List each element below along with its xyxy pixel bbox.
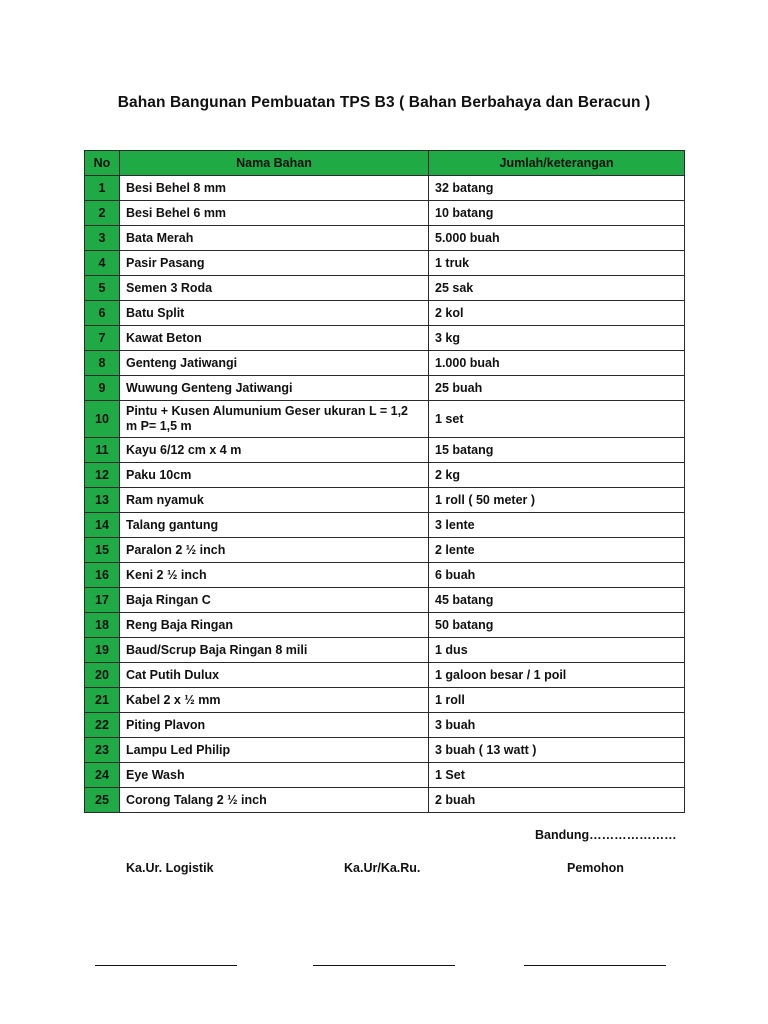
material-name: Semen 3 Roda <box>120 276 429 301</box>
row-number: 3 <box>85 226 120 251</box>
table-row <box>85 788 685 813</box>
table-row <box>85 401 685 438</box>
signature-line-pemohon <box>524 965 666 966</box>
signer-label-kaur-karu: Ka.Ur/Ka.Ru. <box>344 861 421 875</box>
material-name: Eye Wash <box>120 763 429 788</box>
material-name: Ram nyamuk <box>120 488 429 513</box>
table-row <box>85 301 685 326</box>
material-quantity: 1 dus <box>429 638 685 663</box>
material-name: Pintu + Kusen Alumunium Geser ukuran L = 1,2 m P= 1,5 m <box>120 401 429 438</box>
material-name: Baud/Scrup Baja Ringan 8 mili <box>120 638 429 663</box>
material-quantity: 2 kol <box>429 301 685 326</box>
table-row <box>85 176 685 201</box>
document-title: Bahan Bangunan Pembuatan TPS B3 ( Bahan Berbahaya dan Beracun ) <box>117 94 651 111</box>
material-quantity: 3 buah ( 13 watt ) <box>429 738 685 763</box>
material-name: Kawat Beton <box>120 326 429 351</box>
table-row <box>85 538 685 563</box>
material-quantity: 1 galoon besar / 1 poil <box>429 663 685 688</box>
row-number: 8 <box>85 351 120 376</box>
row-number: 18 <box>85 613 120 638</box>
material-quantity: 2 buah <box>429 788 685 813</box>
row-number: 9 <box>85 376 120 401</box>
signer-label-logistik: Ka.Ur. Logistik <box>126 861 214 875</box>
material-name: Lampu Led Philip <box>120 738 429 763</box>
table-row <box>85 201 685 226</box>
row-number: 2 <box>85 201 120 226</box>
place-date: Bandung………………… <box>535 828 677 842</box>
table-row <box>85 438 685 463</box>
material-name: Keni 2 ½ inch <box>120 563 429 588</box>
material-name: Batu Split <box>120 301 429 326</box>
row-number: 23 <box>85 738 120 763</box>
material-name: Reng Baja Ringan <box>120 613 429 638</box>
signature-line-logistik <box>95 965 237 966</box>
material-name: Piting Plavon <box>120 713 429 738</box>
material-name: Pasir Pasang <box>120 251 429 276</box>
table-row <box>85 588 685 613</box>
material-quantity: 6 buah <box>429 563 685 588</box>
material-quantity: 1.000 buah <box>429 351 685 376</box>
header-jumlah-keterangan: Jumlah/keterangan <box>429 151 685 176</box>
table-row <box>85 513 685 538</box>
material-name: Baja Ringan C <box>120 588 429 613</box>
table-row <box>85 688 685 713</box>
table-row <box>85 663 685 688</box>
material-quantity: 2 lente <box>429 538 685 563</box>
row-number: 19 <box>85 638 120 663</box>
signature-line-kaur-karu <box>313 965 455 966</box>
table-row <box>85 226 685 251</box>
row-number: 25 <box>85 788 120 813</box>
material-quantity: 3 buah <box>429 713 685 738</box>
table-header-row <box>85 151 685 176</box>
table-row <box>85 713 685 738</box>
header-nama-bahan: Nama Bahan <box>120 151 429 176</box>
material-quantity: 32 batang <box>429 176 685 201</box>
table-row <box>85 563 685 588</box>
material-quantity: 1 truk <box>429 251 685 276</box>
row-number: 10 <box>85 401 120 438</box>
row-number: 11 <box>85 438 120 463</box>
table-row <box>85 351 685 376</box>
material-name: Paralon 2 ½ inch <box>120 538 429 563</box>
table-body <box>85 176 685 813</box>
material-name: Genteng Jatiwangi <box>120 351 429 376</box>
table-row <box>85 276 685 301</box>
header-no: No <box>85 151 120 176</box>
material-name: Kabel 2 x ½ mm <box>120 688 429 713</box>
row-number: 7 <box>85 326 120 351</box>
material-quantity: 3 kg <box>429 326 685 351</box>
signer-label-pemohon: Pemohon <box>567 861 624 875</box>
row-number: 6 <box>85 301 120 326</box>
material-name: Bata Merah <box>120 226 429 251</box>
material-name: Paku 10cm <box>120 463 429 488</box>
material-quantity: 1 Set <box>429 763 685 788</box>
row-number: 20 <box>85 663 120 688</box>
material-quantity: 25 buah <box>429 376 685 401</box>
row-number: 13 <box>85 488 120 513</box>
materials-table <box>84 150 685 813</box>
row-number: 4 <box>85 251 120 276</box>
material-quantity: 50 batang <box>429 613 685 638</box>
row-number: 15 <box>85 538 120 563</box>
material-quantity: 15 batang <box>429 438 685 463</box>
material-name: Besi Behel 8 mm <box>120 176 429 201</box>
material-quantity: 1 roll <box>429 688 685 713</box>
material-name: Corong Talang 2 ½ inch <box>120 788 429 813</box>
table-row <box>85 376 685 401</box>
material-quantity: 1 roll ( 50 meter ) <box>429 488 685 513</box>
material-quantity: 1 set <box>429 401 685 438</box>
row-number: 22 <box>85 713 120 738</box>
row-number: 17 <box>85 588 120 613</box>
table-row <box>85 638 685 663</box>
material-quantity: 3 lente <box>429 513 685 538</box>
row-number: 16 <box>85 563 120 588</box>
table-row <box>85 251 685 276</box>
material-quantity: 5.000 buah <box>429 226 685 251</box>
row-number: 21 <box>85 688 120 713</box>
material-quantity: 25 sak <box>429 276 685 301</box>
material-quantity: 10 batang <box>429 201 685 226</box>
table-row <box>85 763 685 788</box>
material-name: Talang gantung <box>120 513 429 538</box>
material-quantity: 2 kg <box>429 463 685 488</box>
table-row <box>85 488 685 513</box>
table-row <box>85 738 685 763</box>
row-number: 24 <box>85 763 120 788</box>
row-number: 1 <box>85 176 120 201</box>
row-number: 5 <box>85 276 120 301</box>
material-name: Kayu 6/12 cm x 4 m <box>120 438 429 463</box>
row-number: 12 <box>85 463 120 488</box>
material-name: Besi Behel 6 mm <box>120 201 429 226</box>
material-name: Cat Putih Dulux <box>120 663 429 688</box>
row-number: 14 <box>85 513 120 538</box>
material-name: Wuwung Genteng Jatiwangi <box>120 376 429 401</box>
table-row <box>85 326 685 351</box>
material-quantity: 45 batang <box>429 588 685 613</box>
table-row <box>85 613 685 638</box>
table-row <box>85 463 685 488</box>
